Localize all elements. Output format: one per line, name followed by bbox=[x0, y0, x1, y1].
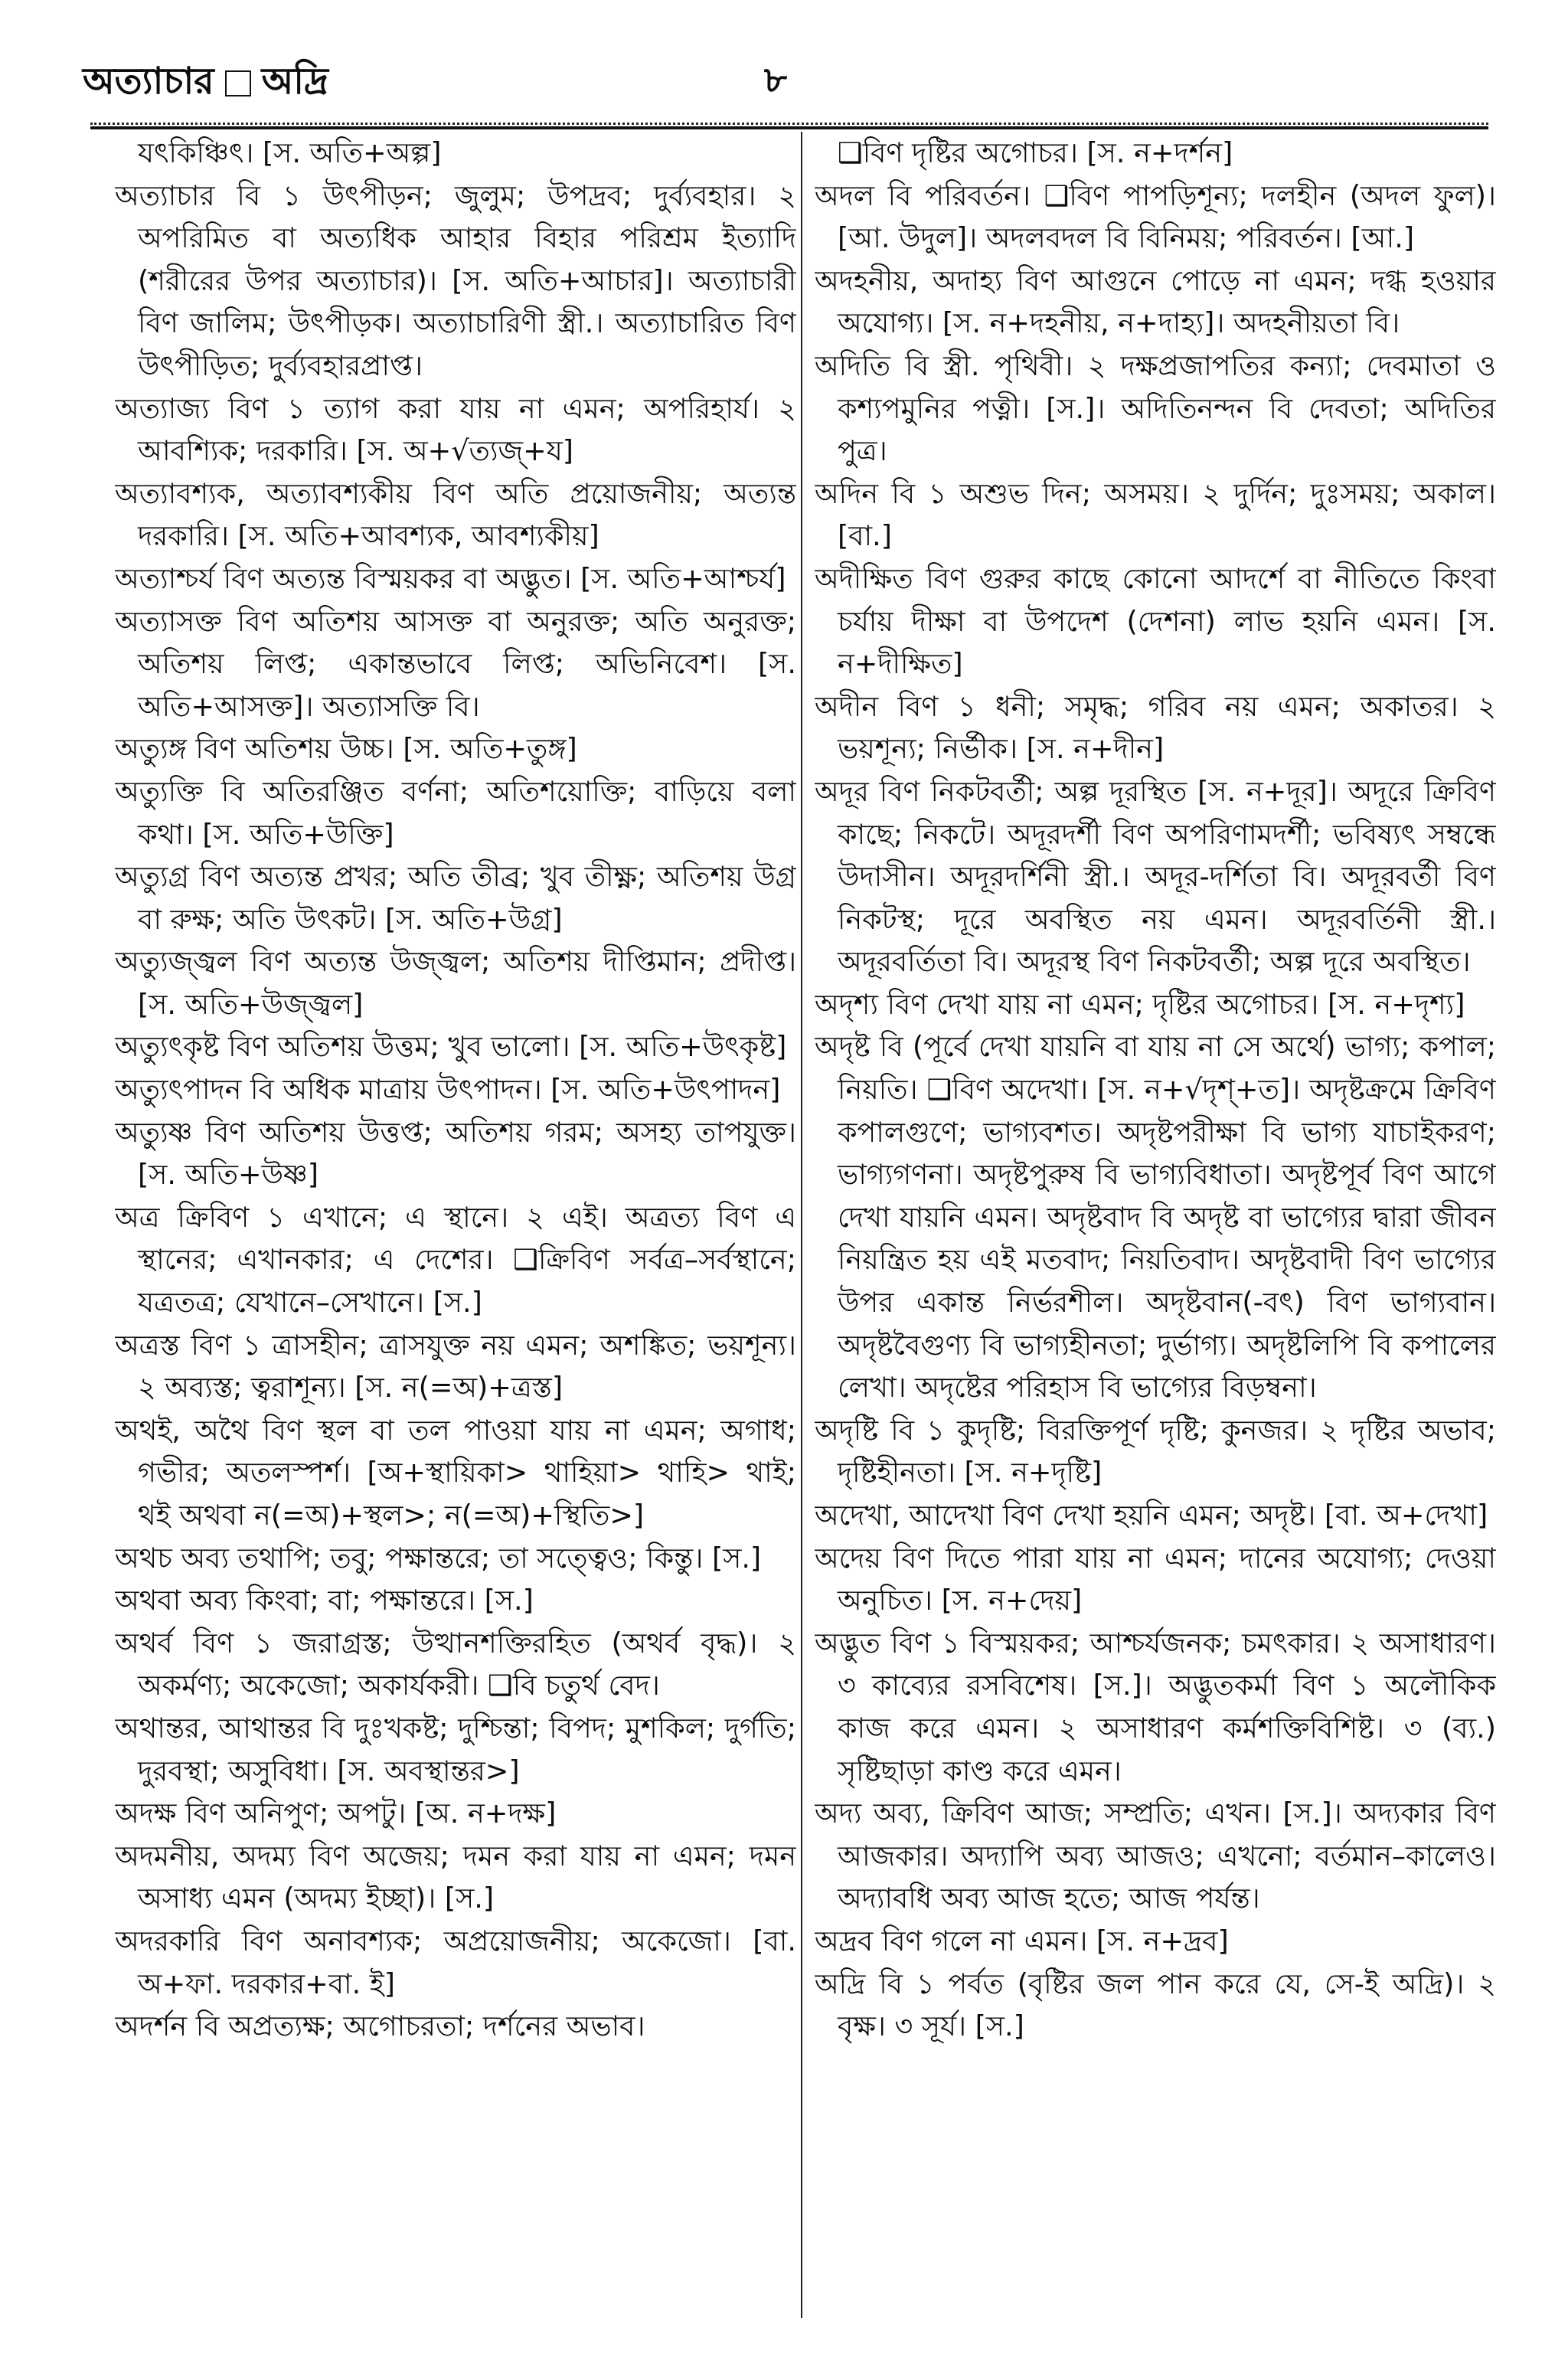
dictionary-entry: অত্যাজ্য বিণ ১ ত্যাগ করা যায় না এমন; অপরিহার্য। ২ আবশ্যিক; দরকারি। [স. অ+√ত্যজ্+য] bbox=[115, 391, 796, 468]
dictionary-entry: অদৃষ্ট বি (পূর্বে দেখা যায়নি বা যায় না সে অর্থে) ভাগ্য; কপাল; নিয়তি। ❑বিণ অদেখা। [স. ন+√দৃশ্+ত]। অদৃষ্টক্রমে ক্রিবিণ কপালগুণে; ভাগ্যবশত। অদৃষ্টপরীক্ষা বি ভাগ্য যাচাইকরণ; ভাগ্যগণনা। অদৃষ্টপুরুষ বি ভাগ্যবিধাতা। অদৃষ্টপূর্ব বিণ আগে দেখা যায়নি এমন। অদৃষ্টবাদ বি অদৃষ্ট বা ভাগ্যের দ্বারা জীবন নিয়ন্ত্রিত হয় এই মতবাদ; নিয়তিবাদ। অদৃষ্টবাদী বিণ ভাগ্যের উপর একান্ত নির্ভরশীল। অদৃষ্টবান(-বৎ) বিণ ভাগ্যবান। অদৃষ্টবৈগুণ্য বি ভাগ্যহীনতা; দুর্ভাগ্য। অদৃষ্টলিপি বি কপালের লেখা। অদৃষ্টের পরিহাস বি ভাগ্যের বিড়ম্বনা। bbox=[815, 1030, 1496, 1404]
dictionary-entry: অদমনীয়, অদম্য বিণ অজেয়; দমন করা যায় না এমন; দমন অসাধ্য এমন (অদম্য ইচ্ছা)। [স.] bbox=[115, 1839, 796, 1915]
left-column bbox=[115, 132, 796, 2322]
dictionary-entry: অত্যুৎকৃষ্ট বিণ অতিশয় উত্তম; খুব ভালো। [স. অতি+উৎকৃষ্ট] bbox=[115, 1030, 787, 1064]
dictionary-entry: অদহনীয়, অদাহ্য বিণ আগুনে পোড়ে না এমন; দগ্ধ হওয়ার অযোগ্য। [স. ন+দহনীয়, ন+দাহ্য]। অদহনীয়তা বি। bbox=[815, 263, 1496, 340]
dictionary-entry: অত্যুজ্জ্বল বিণ অত্যন্ত উজ্জ্বল; অতিশয় দীপ্তিমান; প্রদীপ্ত। [স. অতি+উজ্জ্বল] bbox=[115, 945, 796, 1021]
dictionary-entry: অদক্ষ বিণ অনিপুণ; অপটু। [অ. ন+দক্ষ] bbox=[115, 1797, 557, 1830]
dictionary-entry: অদৃষ্টি বি ১ কুদৃষ্টি; বিরক্তিপূর্ণ দৃষ্টি; কুনজর। ২ দৃষ্টির অভাব; দৃষ্টিহীনতা। [স. ন+দৃষ্টি] bbox=[815, 1413, 1496, 1489]
dictionary-entry: অদীক্ষিত বিণ গুরুর কাছে কোনো আদর্শে বা নীতিতে কিংবা চর্যায় দীক্ষা বা উপদেশ (দেশনা) লাভ হয়নি এমন। [স. ন+দীক্ষিত] bbox=[815, 561, 1496, 681]
dictionary-entry: অত্যাশ্চর্য বিণ অত্যন্ত বিস্ময়কর বা অদ্ভুত। [স. অতি+আশ্চর্য] bbox=[115, 561, 786, 595]
dictionary-entry: অদিতি বি স্ত্রী. পৃথিবী। ২ দক্ষপ্রজাপতির কন্যা; দেবমাতা ও কশ্যপমুনির পত্নী। [স.]। অদিতিনন্দন বি দেবতা; অদিতির পুত্র। bbox=[815, 348, 1496, 468]
dictionary-entry: অথান্তর, আথান্তর বি দুঃখকষ্ট; দুশ্চিন্তা; বিপদ; মুশকিল; দুর্গতি; দুরবস্থা; অসুবিধা। [স. অবস্থান্তর>] bbox=[115, 1711, 796, 1787]
dictionary-entry: অত্যুঙ্গ বিণ অতিশয় উচ্চ। [স. অতি+তুঙ্গ] bbox=[115, 732, 577, 766]
dictionary-entry: অদূর বিণ নিকটবর্তী; অল্প দূরস্থিত [স. ন+দূর]। অদূরে ক্রিবিণ কাছে; নিকটে। অদূরদর্শী বিণ অপরিণামদর্শী; ভবিষ্যৎ সম্বন্ধে উদাসীন। অদূরদর্শিনী স্ত্রী.। অদূর-দর্শিতা বি। অদূরবর্তী বিণ নিকটস্থ; দূরে অবস্থিত নয় এমন। অদূরবর্তিনী স্ত্রী.। অদূরবর্তিতা বি। অদূরস্থ বিণ নিকটবর্তী; অল্প দূরে অবস্থিত। bbox=[815, 774, 1496, 979]
dictionary-entry: অত্যুগ্র বিণ অত্যন্ত প্রখর; অতি তীব্র; খুব তীক্ষ্ণ; অতিশয় উগ্র বা রুক্ষ; অতি উৎকট। [স. অতি+উগ্র] bbox=[115, 860, 796, 936]
guide-word-last: অদ্রি bbox=[261, 60, 328, 103]
right-column bbox=[815, 132, 1496, 2322]
guide-words bbox=[83, 54, 328, 114]
dictionary-entry: অথচ অব্য তথাপি; তবু; পক্ষান্তরে; তা সত্ত্বেও; কিন্তু। [স.] bbox=[115, 1541, 762, 1574]
dictionary-entry: অদিন বি ১ অশুভ দিন; অসময়। ২ দুর্দিন; দুঃসময়; অকাল। [বা.] bbox=[815, 476, 1496, 553]
dictionary-entry: অদল বি পরিবর্তন। ❑বিণ পাপড়িশূন্য; দলহীন (অদল ফুল)। [আ. উদুল]। অদলবদল বি বিনিময়; পরিবর্তন। [আ.] bbox=[815, 178, 1496, 255]
dictionary-entry: অদ্য অব্য, ক্রিবিণ আজ; সম্প্রতি; এখন। [স.]। অদ্যকার বিণ আজকার। অদ্যাপি অব্য আজও; এখনো; বর্তমান–কালেও। অদ্যাবধি অব্য আজ হতে; আজ পর্যন্ত। bbox=[815, 1797, 1496, 1915]
dictionary-entry: অদেয় বিণ দিতে পারা যায় না এমন; দানের অযোগ্য; দেওয়া অনুচিত। [স. ন+দেয়] bbox=[815, 1541, 1496, 1617]
guide-word-first: অত্যাচার bbox=[83, 60, 214, 103]
dictionary-entry: অত্যুক্তি বি অতিরঞ্জিত বর্ণনা; অতিশয়োক্তি; বাড়িয়ে বলা কথা। [স. অতি+উক্তি] bbox=[115, 774, 796, 851]
dictionary-entry: অত্যুৎপাদন বি অধিক মাত্রায় উৎপাদন। [স. অতি+উৎপাদন] bbox=[115, 1073, 781, 1107]
dictionary-entry: অথর্ব বিণ ১ জরাগ্রস্ত; উত্থানশক্তিরহিত (অথর্ব বৃদ্ধ)। ২ অকর্মণ্য; অকেজো; অকার্যকরী। ❑বি চতুর্থ বেদ। bbox=[115, 1626, 796, 1702]
dictionary-entry: অদ্রি বি ১ পর্বত (বৃষ্টির জল পান করে যে, সে-ই অদ্রি)। ২ বৃক্ষ। ৩ সূর্য। [স.] bbox=[815, 1967, 1496, 2043]
dictionary-entry: অদরকারি বিণ অনাবশ্যক; অপ্রয়োজনীয়; অকেজো। [বা. অ+ফা. দরকার+বা. ই] bbox=[115, 1924, 796, 2000]
dictionary-entry: অত্যাসক্ত বিণ অতিশয় আসক্ত বা অনুরক্ত; অতি অনুরক্ত; অতিশয় লিপ্ত; একান্তভাবে লিপ্ত; অভিনিবেশ। [স. অতি+আসক্ত]। অত্যাসক্তি বি। bbox=[115, 604, 796, 723]
dictionary-entry: অদেখা, আদেখা বিণ দেখা হয়নি এমন; অদৃষ্ট। [বা. অ+দেখা] bbox=[815, 1499, 1488, 1532]
column-divider bbox=[801, 132, 802, 2318]
dictionary-entry: অদৃশ্য বিণ দেখা যায় না এমন; দৃষ্টির অগোচর। [স. ন+দৃশ্য] bbox=[815, 987, 1465, 1021]
header-rule bbox=[90, 123, 1488, 129]
separator-box-icon bbox=[225, 70, 251, 96]
dictionary-entry: অত্র ক্রিবিণ ১ এখানে; এ স্থানে। ২ এই। অত্রত্য বিণ এ স্থানের; এখানকার; এ দেশের। ❑ক্রিবিণ সর্বত্র–সর্বস্থানে; যত্রতত্র; যেখানে–সেখানে। [স.] bbox=[115, 1200, 796, 1319]
page-number: ৮ bbox=[764, 59, 787, 100]
dictionary-entry: অত্রস্ত বিণ ১ ত্রাসহীন; ত্রাসযুক্ত নয় এমন; অশঙ্কিত; ভয়শূন্য। ২ অব্যস্ত; ত্বরাশূন্য। [স. ন(=অ)+ত্রস্ত] bbox=[115, 1328, 796, 1404]
dictionary-entry: ❑বিণ দৃষ্টির অগোচর। [স. ন+দর্শন] bbox=[838, 136, 1233, 169]
dictionary-entry: অত্যাবশ্যক, অত্যাবশ্যকীয় বিণ অতি প্রয়োজনীয়; অত্যন্ত দরকারি। [স. অতি+আবশ্যক, আবশ্যকীয়] bbox=[115, 476, 796, 553]
dictionary-entry: অদীন বিণ ১ ধনী; সমৃদ্ধ; গরিব নয় এমন; অকাতর। ২ ভয়শূন্য; নির্ভীক। [স. ন+দীন] bbox=[815, 689, 1496, 766]
dictionary-entry: অত্যাচার বি ১ উৎপীড়ন; জুলুম; উপদ্রব; দুর্ব্যবহার। ২ অপরিমিত বা অত্যধিক আহার বিহার পরিশ্রম ইত্যাদি (শরীরের উপর অত্যাচার)। [স. অতি+আচার]। অত্যাচারী বিণ জালিম; উৎপীড়ক। অত্যাচারিণী স্ত্রী.। অত্যাচারিত বিণ উৎপীড়িত; দুর্ব্যবহারপ্রাপ্ত। bbox=[115, 178, 796, 382]
dictionary-entry: অথবা অব্য কিংবা; বা; পক্ষান্তরে। [স.] bbox=[115, 1584, 534, 1617]
dictionary-entry: অথই, অথৈ বিণ স্থল বা তল পাওয়া যায় না এমন; অগাধ; গভীর; অতলস্পর্শ। [অ+স্থায়িকা> থাহিয়া> থাহি> থাই; থই অথবা ন(=অ)+স্থল>; ন(=অ)+স্থিতি>] bbox=[115, 1413, 796, 1532]
dictionary-entry: অদর্শন বি অপ্রত্যক্ষ; অগোচরতা; দর্শনের অভাব। bbox=[115, 2009, 645, 2043]
dictionary-entry: অদ্ভুত বিণ ১ বিস্ময়কর; আশ্চর্যজনক; চমৎকার। ২ অসাধারণ। ৩ কাব্যের রসবিশেষ। [স.]। অদ্ভুতকর্মা বিণ ১ অলৌকিক কাজ করে এমন। ২ অসাধারণ কর্মশক্তিবিশিষ্ট। ৩ (ব্য.) সৃষ্টিছাড়া কাণ্ড করে এমন। bbox=[815, 1626, 1496, 1787]
dictionary-entry: যৎকিঞ্চিৎ। [স. অতি+অল্প] bbox=[138, 136, 442, 169]
dictionary-entry: অদ্রব বিণ গলে না এমন। [স. ন+দ্রব] bbox=[815, 1924, 1229, 1957]
dictionary-entry: অত্যুষ্ণ বিণ অতিশয় উত্তপ্ত; অতিশয় গরম; অসহ্য তাপযুক্ত। [স. অতি+উষ্ণ] bbox=[115, 1115, 796, 1192]
page-header bbox=[83, 54, 1476, 123]
